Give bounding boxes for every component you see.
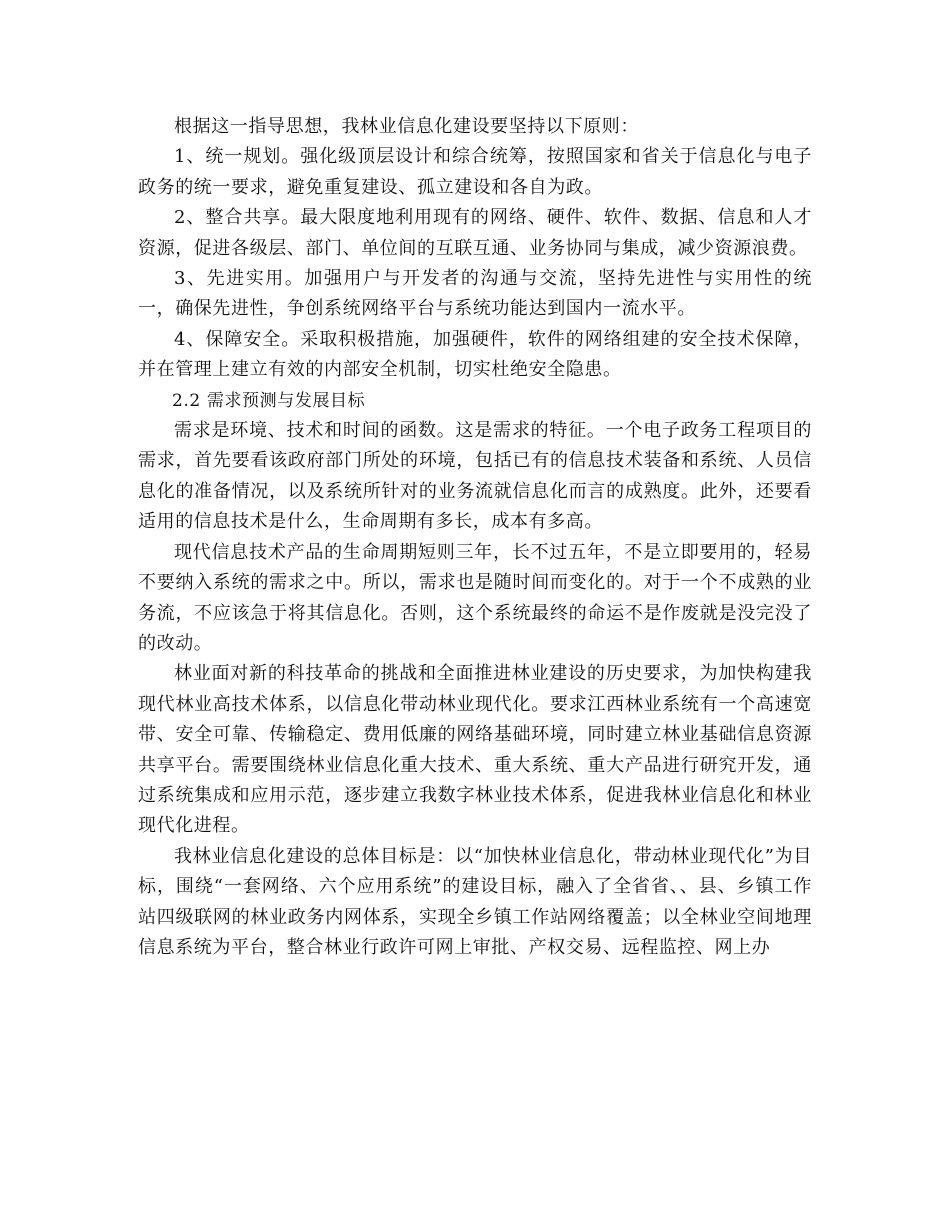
body-paragraph: 我林业信息化建设的总体目标是：以“加快林业信息化，带动林业现代化”为目标，围绕“一套网络、六个应用系统”的建设目标，融入了全省省、、县、乡镇工作站四级联网的林业政务内网体系，实现全乡镇工作站网络覆盖；以全林业空间地理信息系统为平台，整合林业行政许可网上审批、产权交易、远程监控、网上办 (138, 845, 812, 958)
section-heading: 2.2 需求预测与发展目标 (172, 390, 366, 411)
body-paragraph: 林业面对新的科技革命的挑战和全面推进林业建设的历史要求，为加快构建我现代林业高技术体系，以信息化带动林业现代化。要求江西林业系统有一个高速宽带、安全可靠、传输稳定、费用低廉的网络基础环境，同时建立林业基础信息资源共享平台。需要围绕林业信息化重大技术、重大系统、重大产品进行研究开发，通过系统集成和应用示范，逐步建立我数字林业技术体系，促进我林业信息化和林业现代化进程。 (138, 663, 812, 837)
principle-1: 1、统一规划。强化级顶层设计和综合统筹，按照国家和省关于信息化与电子政务的统一要求，避免重复建设、孤立建设和各自为政。 (138, 146, 812, 198)
document-page (138, 112, 812, 963)
principles-intro: 根据这一指导思想，我林业信息化建设要坚持以下原则： (174, 116, 639, 137)
principle-4: 4、保障安全。采取积极措施，加强硬件，软件的网络组建的安全技术保障，并在管理上建立有效的内部安全机制，切实杜绝安全隐患。 (138, 328, 812, 381)
principle-2: 2、整合共享。最大限度地利用现有的网络、硬件、软件、数据、信息和人才资源，促进各级层、部门、单位间的互联互通、业务协同与集成，减少资源浪费。 (138, 207, 812, 259)
body-paragraph: 现代信息技术产品的生命周期短则三年，长不过五年，不是立即要用的，轻易不要纳入系统的需求之中。所以，需求也是随时间而变化的。对于一个不成熟的业务流，不应该急于将其信息化。否则，这个系统最终的命运不是作废就是没完没了的改动。 (138, 541, 812, 654)
body-paragraph: 需求是环境、技术和时间的函数。这是需求的特征。一个电子政务工程项目的需求，首先要看该政府部门所处的环境，包括已有的信息技术装备和系统、人员信息化的准备情况，以及系统所针对的业务流就信息化而言的成熟度。此外，还要看适用的信息技术是什么，生命周期有多长，成本有多高。 (138, 420, 812, 533)
principle-3: 3、先进实用。加强用户与开发者的沟通与交流，坚持先进性与实用性的统一，确保先进性，争创系统网络平台与系统功能达到国内一流水平。 (138, 268, 812, 320)
